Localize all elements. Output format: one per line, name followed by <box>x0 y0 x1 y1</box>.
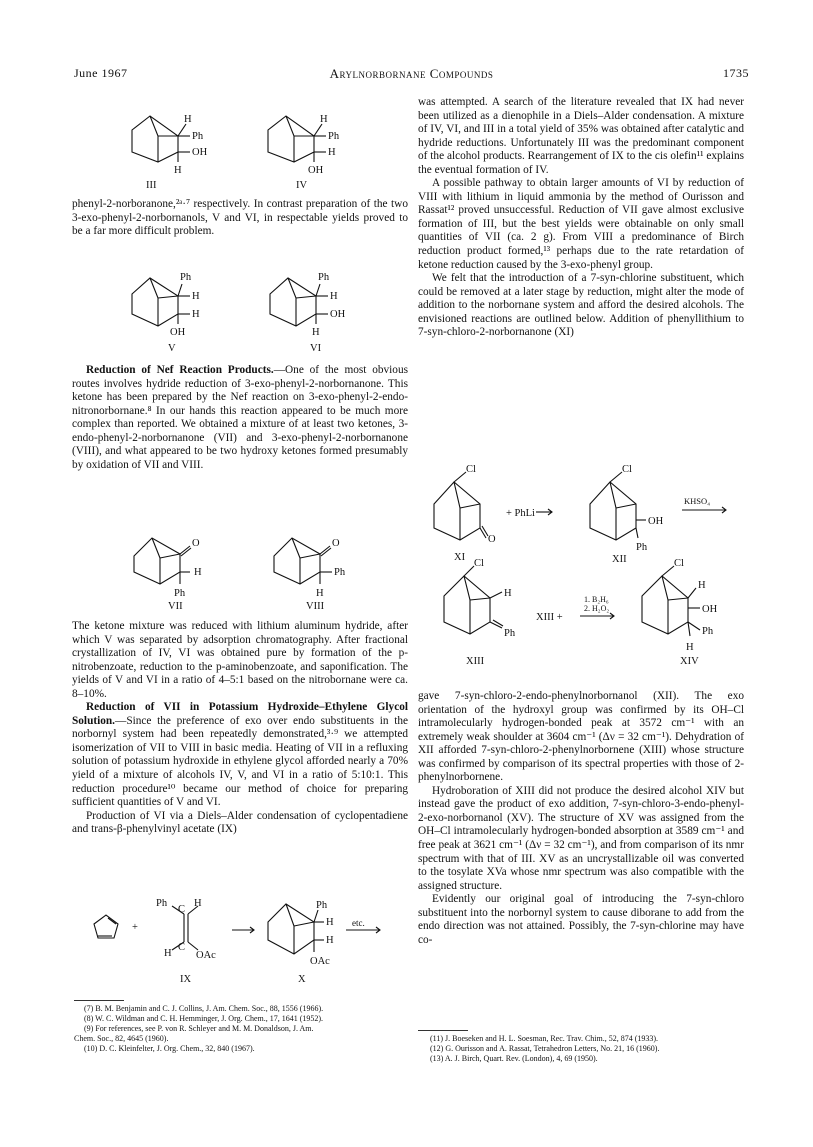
label-v: V <box>168 343 176 354</box>
paragraph: We felt that the introduction of a 7-syn-chlorine substituent, which could be removed at a later stage by reduction, might alter the mode of addition to the norbornane system and afford the desired alcohols. The envisioned reactions are outlined below. Addition of phenyllithium to 7-syn-chloro-2-norbornanone (XI) <box>418 272 744 339</box>
xi-cl: Cl <box>466 464 476 475</box>
footnote-rule-left <box>74 1000 124 1001</box>
vi-ph: Ph <box>318 272 330 283</box>
xii-cl: Cl <box>622 464 632 475</box>
xiii-h: H <box>504 588 512 599</box>
viii-oxygen: O <box>332 538 340 549</box>
footnote-rule-right <box>418 1030 468 1031</box>
left-para-2 <box>72 620 408 837</box>
page-number: 1735 <box>723 66 749 80</box>
right-text-bottom <box>418 690 744 947</box>
structures-iii-iv <box>110 96 370 192</box>
label-ix: IX <box>180 974 192 985</box>
x-ph: Ph <box>316 900 328 911</box>
footnote: (10) D. C. Kleinfelter, J. Org. Chem., 32, 840 (1967). <box>84 1044 255 1053</box>
label-xii: XII <box>612 554 627 565</box>
structures-v-vi-svg <box>110 262 390 358</box>
vii-ph: Ph <box>174 588 186 599</box>
footnote: (12) G. Ourisson and A. Rassat, Tetrahedron Letters, No. 21, 16 (1960). <box>430 1044 660 1053</box>
etc-label: etc. <box>352 918 365 928</box>
label-x: X <box>298 974 306 985</box>
iii-h-top: H <box>184 114 192 125</box>
left-para-1 <box>72 198 408 239</box>
structures-ix-x <box>84 884 404 990</box>
section-heading: Reduction of VII in Potassium Hydroxide–Ethylene Glycol Solution. <box>72 701 408 727</box>
vi-h2: H <box>312 327 320 338</box>
paragraph: phenyl-2-norboranone,²ᵃ·⁷ respectively. In contrast preparation of the two 3-exo-phenyl-2-norbornanols, V and VI, in respectable yields proved to be a far more difficult problem. <box>72 198 408 238</box>
footnote: (13) A. J. Birch, Quart. Rev. (London), 4, 69 (1950). <box>430 1054 598 1063</box>
ix-oac: OAc <box>196 950 216 961</box>
xiv-h1: H <box>698 580 706 591</box>
ix-h2: H <box>164 948 172 959</box>
label-vi: VI <box>310 343 322 354</box>
paragraph: Production of VI via a Diels–Alder condensation of cyclopentadiene and trans-β-phenylvinyl acetate (IX) <box>72 809 408 836</box>
xiv-cl: Cl <box>674 558 684 569</box>
iv-h-mid: H <box>328 147 336 158</box>
footnote: (11) J. Boeseken and H. L. Soesman, Rec. Trav. Chim., 52, 874 (1933). <box>430 1034 659 1043</box>
footnote: (7) B. M. Benjamin and C. J. Collins, J. Am. Chem. Soc., 88, 1556 (1966). <box>84 1004 324 1013</box>
paragraph: gave 7-syn-chloro-2-endo-phenylnorbornanol (XII). The exo orientation of the hydroxyl group was confirmed by its OH–Cl intramolecularly hydrogen-bonded peak at 3572 cm⁻¹ with an extremely weak shoulder at 3604 cm⁻¹ (Δν = 32 cm⁻¹). Dehydration of XII afforded 7-syn-chloro-2-phenylnorbornene (XIII) whose structure was confirmed by comparison of its spectral properties with those of 2-phenylnorbornene. <box>418 690 744 784</box>
plus-phli: + PhLi <box>506 508 535 519</box>
xiii-ph: Ph <box>504 628 516 639</box>
iii-h-bottom: H <box>174 165 182 176</box>
vii-h: H <box>194 567 202 578</box>
iv-oh: OH <box>308 165 324 176</box>
footnotes-left <box>74 1004 404 1054</box>
xi-oxygen: O <box>488 534 496 545</box>
iii-oh: OH <box>192 147 208 158</box>
header-title: Arylnorbornane Compounds <box>329 66 494 81</box>
paragraph: was attempted. A search of the literature revealed that IX had never been utilized as a dienophile in a Diels–Alder condensation. A mixture of IV, VI, and III in a total yield of 35% was obtained after catalytic and hydride reductions. Unfortunately III was the predominant component of the alcohol products. Rearrangement of IX to the cis olefin¹¹ explains the eventual formation of IV. <box>418 96 744 176</box>
header-date: June 1967 <box>74 66 128 80</box>
footnote: (9) For references, see P. von R. Schleyer and M. M. Donaldson, J. Am. <box>84 1024 314 1033</box>
iii-ph: Ph <box>192 131 204 142</box>
paragraph: Evidently our original goal of introducing the 7-syn-chloro substituent into the norbornyl system to cause diborane to add from the endo direction was not attained. Possibly, the 7-syn-chlorine may have co- <box>418 893 744 946</box>
structures-vii-viii-svg <box>110 526 390 616</box>
v-oh: OH <box>170 327 186 338</box>
x-h1: H <box>326 917 334 928</box>
section-heading: Reduction of Nef Reaction Products. <box>86 364 274 376</box>
structures-v-vi <box>110 262 390 358</box>
xiv-ph: Ph <box>702 626 714 637</box>
label-xiv: XIV <box>680 656 699 667</box>
label-viii: VIII <box>306 601 325 612</box>
xii-oh: OH <box>648 516 664 527</box>
paragraph <box>72 364 408 472</box>
label-iii: III <box>146 180 157 191</box>
ix-h1: H <box>194 898 202 909</box>
reaction-scheme <box>418 460 744 682</box>
plus-sign: + <box>132 922 138 933</box>
iv-h-top: H <box>320 114 328 125</box>
vi-oh: OH <box>330 309 346 320</box>
structures-ix-x-svg <box>84 884 404 990</box>
label-iv: IV <box>296 180 308 191</box>
label-vii: VII <box>168 601 183 612</box>
v-ph: Ph <box>180 272 192 283</box>
vii-oxygen: O <box>192 538 200 549</box>
v-h2: H <box>192 309 200 320</box>
footnotes-right <box>430 1034 740 1064</box>
v-h1: H <box>192 291 200 302</box>
label-xiii: XIII <box>466 656 485 667</box>
iv-ph: Ph <box>328 131 340 142</box>
x-h2: H <box>326 935 334 946</box>
xiii-plus: XIII + <box>536 612 563 623</box>
ix-c1: C <box>178 904 186 915</box>
xiii-cl: Cl <box>474 558 484 569</box>
running-header <box>74 66 749 82</box>
paragraph <box>72 701 408 809</box>
reagent-khso4: KHSO₄ <box>684 496 711 506</box>
ix-ph: Ph <box>156 898 168 909</box>
ix-c2: C <box>178 942 186 953</box>
xii-ph: Ph <box>636 542 648 553</box>
viii-ph: Ph <box>334 567 346 578</box>
structures-vii-viii <box>110 526 390 616</box>
label-xi: XI <box>454 552 466 563</box>
footnote: Chem. Soc., 82, 4645 (1960). <box>74 1034 169 1043</box>
reaction-scheme-svg <box>418 460 744 682</box>
section-text: —One of the most obvious routes involves hydride reduction of 3-exo-phenyl-2-norbornanone. This ketone has been prepared by the Nef reaction on 3-exo-phenyl-2-endo-nitronorbornane.⁸ In our hands this reaction appeared to be much more complex than reported. We obtained a mixture of at least two ketones, 3-endo-phenyl-2-norbornanone (VII) and 3-exo-phenyl-2-norbornanone (VIII), and what appeared to be two hydroxy ketones formed presumably by oxidation of VII and VIII. <box>72 364 408 471</box>
xiv-h2: H <box>686 642 694 653</box>
xiv-oh: OH <box>702 604 718 615</box>
x-oac: OAc <box>310 956 330 967</box>
reagent-step-2: 2. H₂O₂ <box>584 604 610 613</box>
vi-h1: H <box>330 291 338 302</box>
paragraph: The ketone mixture was reduced with lithium aluminum hydride, after which V was separated by adsorption chromatography. After fractional crystallization of IV, VI was obtained pure by formation of the p-nitrobenzoate, reduction to the p-aminobenzoate, and saponification. The yields of V and VI in a ratio of 4–5:1 based on the nitrobornane were ca. 8–10%. <box>72 620 408 700</box>
paragraph: Hydroboration of XIII did not produce the desired alcohol XIV but instead gave the product of exo addition, 7-syn-chloro-3-endo-phenyl-2-exo-norbornanol (XV). The structure of XV was assigned from the OH–Cl intramolecularly hydrogen-bonded absorption at 3589 cm⁻¹ and free peak at 3621 cm⁻¹ (Δν = 32 cm⁻¹), and from comparison of its nmr spectrum with that of III. XV as an uncrystallizable oil was converted to the tosylate XVa whose nmr spectrum was also compatible with the assigned structure. <box>418 784 744 892</box>
left-section-nef <box>72 364 408 472</box>
structures-iii-iv-svg <box>110 96 370 192</box>
section-text: —Since the preference of exo over endo substituents in the norbornyl system had been repeatedly demonstrated,³·⁹ we attempted isomerization of VII to VIII in basic media. Heating of VII in a refluxing solution of potassium hydroxide in ethylene glycol afforded nearly a 70% yield of a mixture of alcohols IV, V, and VI in a ratio of 5:10:1. This reduction procedure¹⁰ became our method of choice for preparing sufficient quantities of V and VI. <box>72 714 408 809</box>
reagent-step-1: 1. B₂H₆ <box>584 595 609 604</box>
right-text-top <box>418 96 744 340</box>
paragraph: A possible pathway to obtain larger amounts of VI by reduction of VIII with lithium in liquid ammonia by the method of Ourisson and Rassat¹² proved unsuccessful. Reduction of VII gave almost exclusive formation of III, but the best yields were obtainable on only small quantities of VII (ca. 2 g). From VIII a predominance of Birch reduction product formed,¹³ perhaps due to the rate retardation of ketone reduction caused by the 3-exo-phenyl group. <box>418 177 744 271</box>
footnote: (8) W. C. Wildman and C. H. Hemminger, J. Org. Chem., 17, 1641 (1952). <box>84 1014 324 1023</box>
viii-h: H <box>316 588 324 599</box>
